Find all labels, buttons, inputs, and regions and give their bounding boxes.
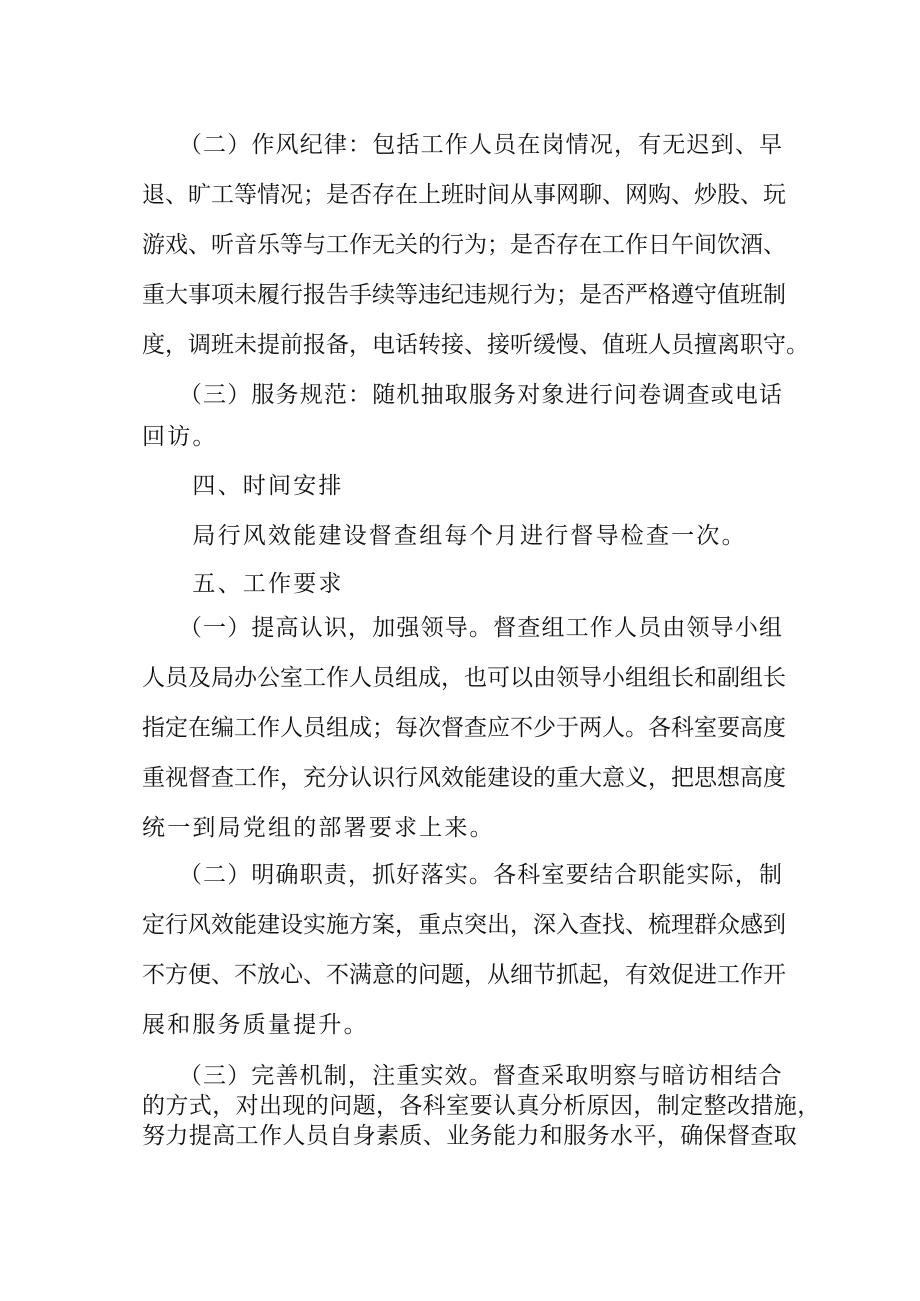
paragraph-line: 人员及局办公室工作人员组成，也可以由领导小组组长和副组长 <box>142 665 786 691</box>
paragraph-line: 度，调班未提前报备，电话转接、接听缓慢、值班人员擅离职守。 <box>142 332 809 358</box>
paragraph-line: （三）服务规范：随机抽取服务对象进行问卷调查或电话 <box>142 382 782 408</box>
paragraph-line: 重视督查工作，充分认识行风效能建设的重大意义，把思想高度 <box>142 765 786 791</box>
paragraph-line: 不方便、不放心、不满意的问题，从细节抓起，有效促进工作开 <box>142 962 786 988</box>
paragraph-line: 局行风效能建设督查组每个月进行督导检查一次。 <box>142 523 747 549</box>
paragraph-line: 的方式，对出现的问题，各科室要认真分析原因，制定整改措施， <box>142 1093 821 1119</box>
paragraph-line: 游戏、听音乐等与工作无关的行为；是否存在工作日午间饮酒、 <box>142 232 786 258</box>
paragraph-line: （二）明确职责，抓好落实。各科室要结合职能实际，制 <box>142 862 782 888</box>
paragraph-line: （三）完善机制，注重实效。督查采取明察与暗访相结合 <box>142 1063 782 1089</box>
section-heading: 五、工作要求 <box>142 571 344 597</box>
paragraph-line: 回访。 <box>142 424 218 450</box>
paragraph-line: 指定在编工作人员组成；每次督查应不少于两人。各科室要高度 <box>142 715 786 741</box>
paragraph-line: 展和服务质量提升。 <box>142 1012 369 1038</box>
paragraph-line: 定行风效能建设实施方案，重点突出，深入查找、梳理群众感到 <box>142 912 786 938</box>
paragraph-line: 努力提高工作人员自身素质、业务能力和服务水平，确保督查取 <box>142 1123 798 1149</box>
section-heading: 四、时间安排 <box>142 473 344 499</box>
paragraph-line: 退、旷工等情况；是否存在上班时间从事网聊、网购、炒股、玩 <box>142 182 786 208</box>
paragraph-line: （一）提高认识，加强领导。督查组工作人员由领导小组 <box>142 615 782 641</box>
paragraph-line: 统一到局党组的部署要求上来。 <box>142 815 495 841</box>
paragraph-line: （二）作风纪律：包括工作人员在岗情况，有无迟到、早 <box>142 132 782 158</box>
paragraph-line: 重大事项未履行报告手续等违纪违规行为；是否严格遵守值班制 <box>142 282 786 308</box>
